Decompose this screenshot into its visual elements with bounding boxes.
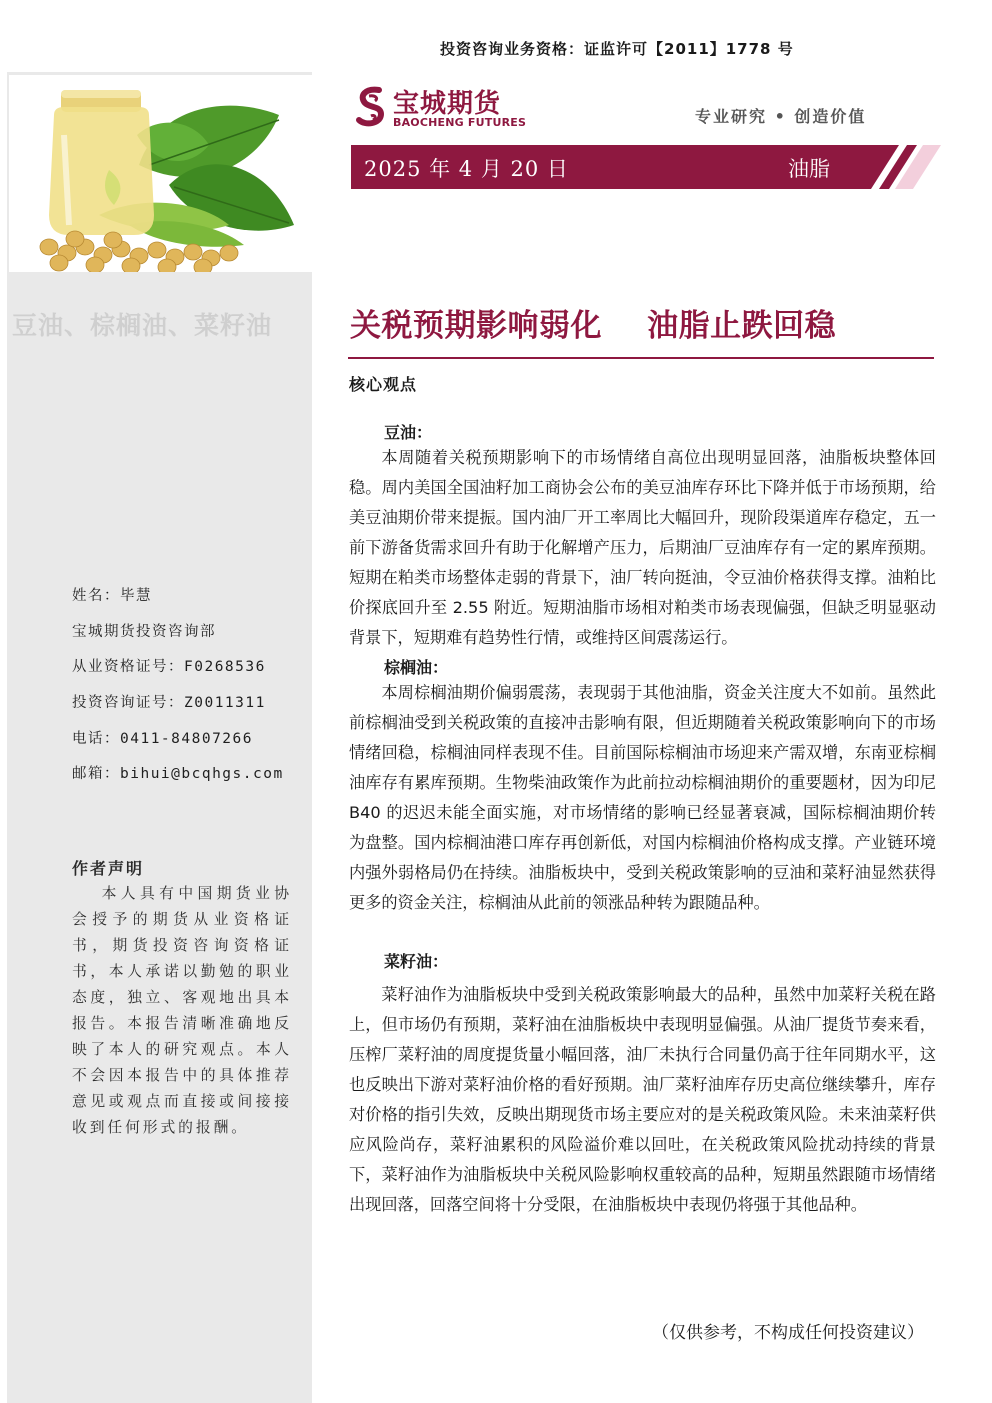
- section-heading-rapeseed-oil: 菜籽油：: [384, 952, 449, 971]
- section-body-soybean-oil: 本周随着关税预期影响下的市场情绪自高位出现明显回落，油脂板块整体回稳。周内美国全国油籽加工商协会公布的美豆油库存环比下降并低于市场预期，给美豆油期价带来提振。国内油厂开工率周比大幅回升，现阶段渠道库存稳定，五一前下游备货需求回升有助于化解增产压力，后期油厂豆油库存有一定的累库预期。短期在粕类市场整体走弱的背景下，油厂转向挺油，令豆油价格获得支撑。油粕比价探底回升至 2.55 附近。短期油脂市场相对粕类市场表现偏强，但缺乏明显驱动背景下，短期难有趋势性行情，或维持区间震荡运行。: [349, 448, 936, 647]
- section-body-rapeseed-oil: 菜籽油作为油脂板块中受到关税政策影响最大的品种，虽然中加菜籽关税在路上，但市场仍有预期，菜籽油在油脂板块中表现明显偏强。从油厂提货节奏来看，压榨厂菜籽油的周度提货量小幅回落，油厂未执行合同量仍高于往年同期水平，这也反映出下游对菜籽油价格的看好预期。油厂菜籽油库存历史高位继续攀升，库存对价格的指引失效，反映出期现货市场主要应对的是关税政策风险。未来油菜籽供应风险尚存，菜籽油累积的风险溢价难以回吐，在关税政策风险扰动持续的背景下，菜籽油作为油脂板块中关税风险影响权重较高的品种，短期虽然跟随市场情绪出现回落，回落空间将十分受限，在油脂板块中表现仍将强于其他品种。: [349, 985, 936, 1214]
- author-contact: [72, 585, 304, 799]
- logo-mark-icon: [355, 86, 389, 132]
- section-heading-soybean-oil: 豆油：: [384, 423, 433, 442]
- author-phone: 电话：0411-84807266: [72, 730, 253, 747]
- author-email: 邮箱：bihui@bcqhgs.com: [72, 766, 284, 783]
- soybean-oil-jar-photo: [9, 75, 312, 272]
- section-heading-palm-oil: 棕榈油：: [384, 658, 449, 677]
- slogan: 专业研究 • 创造价值: [695, 107, 867, 126]
- core-view-label: 核心观点: [349, 375, 418, 394]
- sidebar-category-title: 豆油、棕榈油、菜籽油: [12, 311, 273, 340]
- logo-chinese-name: 宝城期货: [393, 89, 502, 119]
- author-name: 姓名：毕慧: [72, 588, 152, 604]
- report-category: 油脂: [788, 157, 830, 181]
- disclaimer: （仅供参考，不构成任何投资建议）: [652, 1323, 924, 1343]
- license-line: 投资咨询业务资格：证监许可【2011】1778 号: [440, 40, 794, 58]
- section-body-palm-oil: 本周棕榈油期价偏弱震荡，表现弱于其他油脂，资金关注度大不如前。虽然此前棕榈油受到关税政策的直接冲击影响有限，但近期随着关税政策影响向下的市场情绪回稳，棕榈油同样表现不佳。目前国际棕榈油市场迎来产需双增，东南亚棕榈油库存有累库预期。生物柴油政策作为此前拉动棕榈油期价的重要题材，因为印尼 B40 的迟迟未能全面实施，对市场情绪的影响已经显著衰减，国际棕榈油期价转为盘整。国内棕榈油港口库存再创新低，对国内棕榈油价格构成支撑。产业链环境内强外弱格局仍在持续。油脂板块中，受到关税政策影响的豆油和菜籽油显然获得更多的资金关注，棕榈油从此前的领涨品种转为跟随品种。: [349, 683, 936, 912]
- sidebar-top-blank: [7, 0, 312, 72]
- logo-english-name: BAOCHENG FUTURES: [393, 116, 527, 129]
- date-banner: [351, 145, 941, 189]
- author-cert-advisory: 投资咨询证号：Z0011311: [72, 695, 266, 712]
- title-divider: [348, 357, 934, 359]
- report-date: 2025 年 4 月 20 日: [364, 157, 569, 181]
- declaration-body: 本人具有中国期货业协会授予的期货从业资格证书，期货投资咨询资格证书，本人承诺以勤勉的职业态度，独立、客观地出具本报告。本报告清晰准确地反映了本人的研究观点。本人不会因本报告中的具体推荐意见或观点而直接或间接接收到任何形式的报酬。: [72, 885, 292, 1136]
- company-logo: [355, 86, 525, 132]
- author-dept: 宝城期货投资咨询部: [72, 623, 216, 640]
- author-cert-practice: 从业资格证号：F0268536: [72, 659, 266, 676]
- declaration-title: 作者声明: [72, 859, 145, 878]
- report-title: 关税预期影响弱化 油脂止跌回稳: [350, 308, 837, 344]
